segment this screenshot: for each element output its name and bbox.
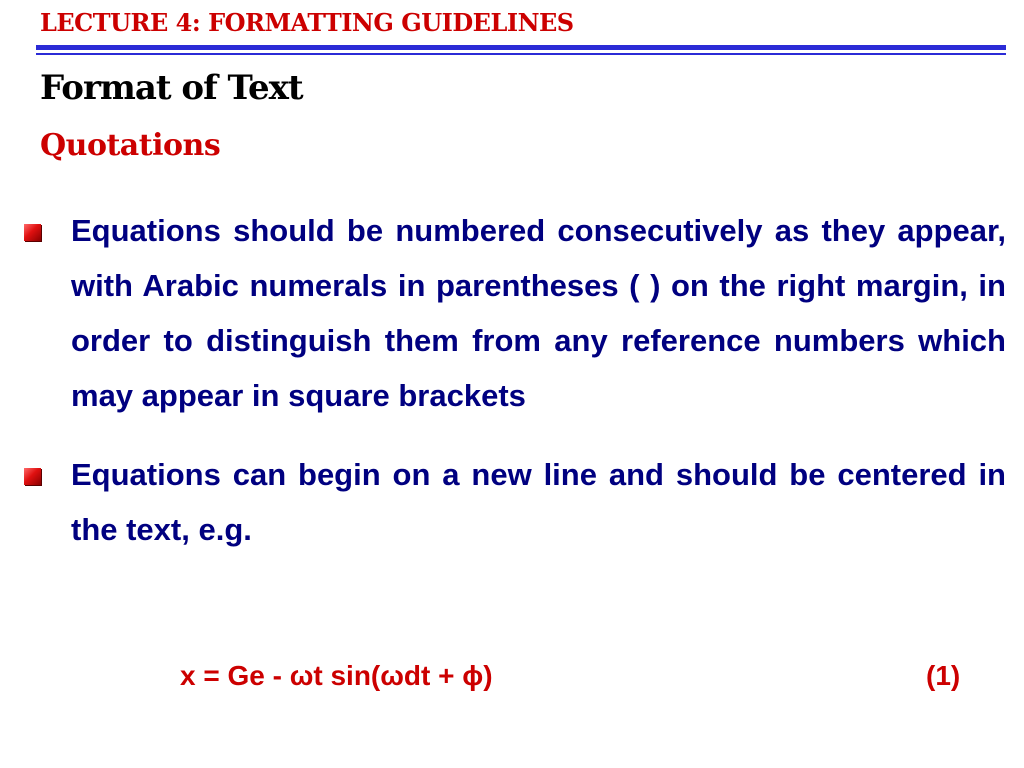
equation-number: (1) xyxy=(926,660,961,691)
equation-expression: x = Ge - ωt sin(ωdt + ϕ) xyxy=(180,660,493,691)
bullet-text: Equations can begin on a new line and should be centered in the text, e.g. xyxy=(71,457,1006,547)
header-rule-thin xyxy=(36,53,1006,55)
red-square-bullet-icon xyxy=(24,224,41,241)
header-rule-thick xyxy=(36,45,1006,50)
slide-subtitle: Quotations xyxy=(40,128,221,163)
bullet-text: Equations should be numbered consecutively as they appear, with Arabic numerals in parentheses ( ) on the right margin, in order to distinguish them from any reference numbers which may appear in square brackets xyxy=(71,213,1006,413)
bullet-list xyxy=(24,203,1006,581)
bullet-item xyxy=(24,447,1006,557)
bullet-item xyxy=(24,203,1006,423)
slide-title: Format of Text xyxy=(40,68,303,108)
lecture-header: LECTURE 4: FORMATTING GUIDELINES xyxy=(40,8,574,37)
red-square-bullet-icon xyxy=(24,468,41,485)
